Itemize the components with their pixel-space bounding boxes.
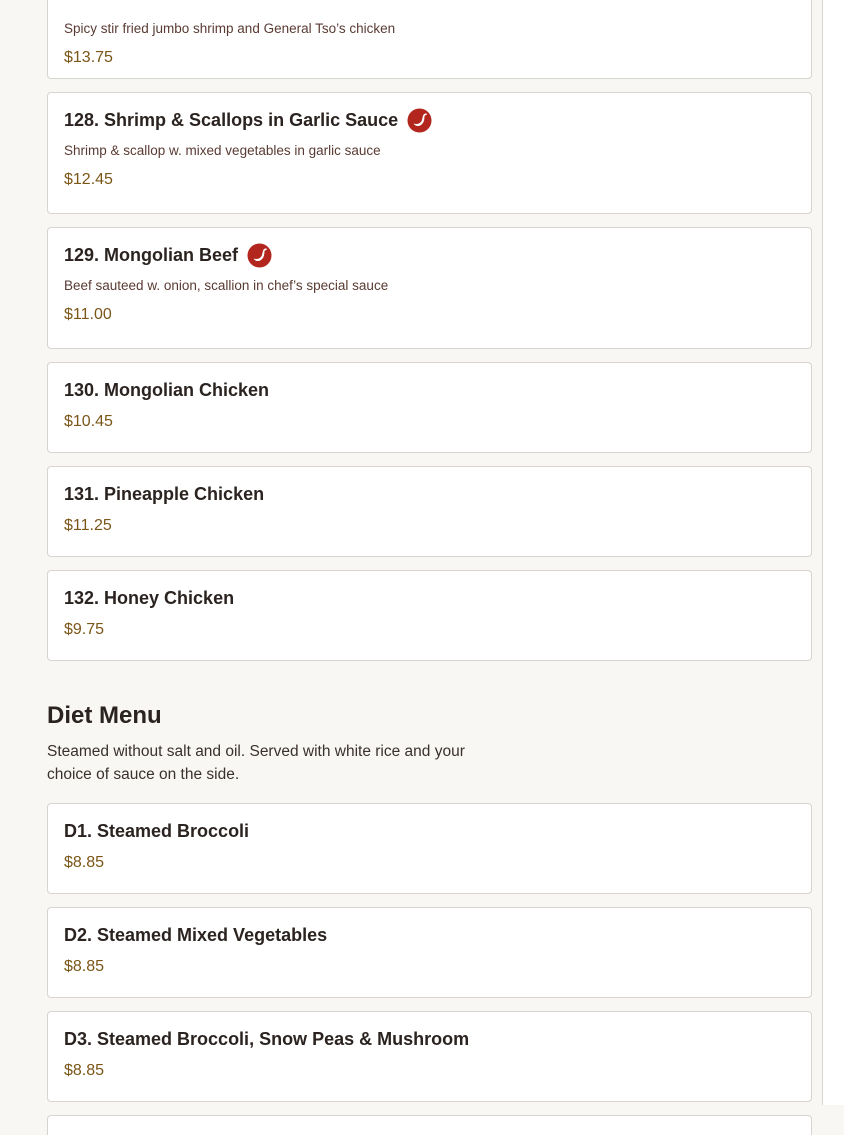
item-title: D2. Steamed Mixed Vegetables [64,924,328,945]
spicy-pepper-icon [407,108,432,133]
section-description: Steamed without salt and oil. Served with white rice and your choice of sauce on the side. [47,743,465,783]
spicy-pepper-icon [247,243,272,268]
menu-item-card-d3[interactable] [47,1011,812,1102]
item-price: $11.25 [64,517,112,534]
item-price: $8.85 [64,958,105,975]
menu-item-card-131[interactable] [47,466,812,557]
scrollbar-gutter[interactable] [823,0,844,1105]
item-price: $10.45 [64,413,113,430]
item-price: $9.75 [64,621,105,638]
item-price: $8.85 [64,854,105,871]
item-description: Shrimp & scallop w. mixed vegetables in garlic sauce [64,143,381,158]
menu-item-card-partial[interactable] [47,0,812,79]
menu-item-card-partial-next[interactable] [47,1115,812,1135]
item-description: Spicy stir fried jumbo shrimp and General Tso’s chicken [64,21,396,36]
menu-item-card-d1[interactable] [47,803,812,894]
menu-content [47,0,812,1135]
menu-item-card-132[interactable] [47,570,812,661]
item-title: 129. Mongolian Beef [64,244,239,265]
menu-item-card-128[interactable] [47,92,812,214]
item-title: 130. Mongolian Chicken [64,379,270,400]
item-title: D1. Steamed Broccoli [64,820,250,841]
menu-item-card-130[interactable] [47,362,812,453]
item-title: 128. Shrimp & Scallops in Garlic Sauce [64,109,399,130]
menu-item-card-129[interactable] [47,227,812,349]
item-price: $8.85 [64,1062,105,1079]
menu-item-card-d2[interactable] [47,907,812,998]
item-title: 131. Pineapple Chicken [64,483,265,504]
item-price: $12.45 [64,171,113,188]
section-title-diet-menu: Diet Menu [47,702,162,729]
item-title: 132. Honey Chicken [64,587,235,608]
item-description: Beef sauteed w. onion, scallion in chef’s special sauce [64,278,389,293]
item-title: D3. Steamed Broccoli, Snow Peas & Mushroom [64,1028,470,1049]
item-price: $11.00 [64,306,112,323]
item-price: $13.75 [64,49,113,66]
